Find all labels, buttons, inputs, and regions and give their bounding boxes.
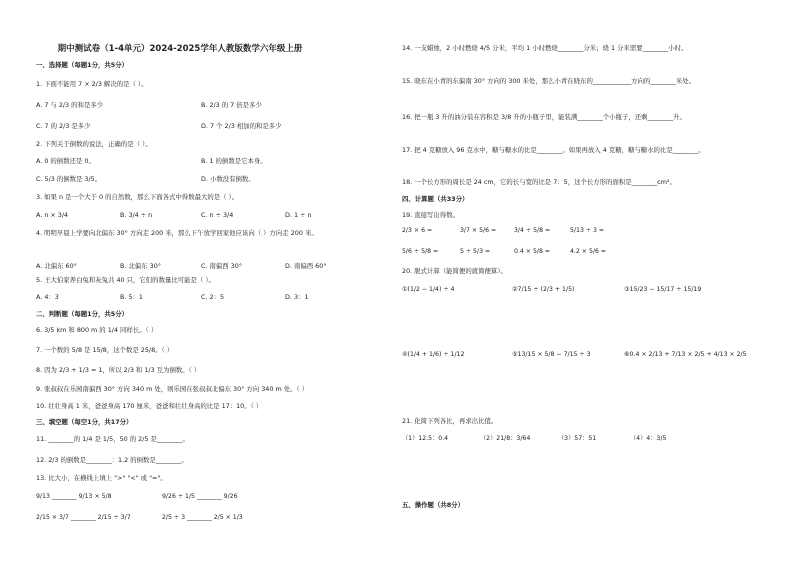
ratio-item: （4）4：3/5: [630, 435, 667, 442]
option-b: B. 3/4 ÷ n: [120, 211, 153, 219]
option-d: D. 南偏西 60°: [285, 262, 327, 270]
page-title: 期中测试卷（1-4单元）2024-2025学年人教版数学六年级上册: [57, 44, 303, 54]
question-1-options-2: [36, 122, 282, 130]
calc-item: ③15/23 − 15/17 ÷ 15/19: [624, 286, 702, 293]
calc-item: ②7/15 ÷ (2/3 + 1/5): [512, 286, 575, 293]
option-a: A. 7 与 2/3 的和是多少: [36, 101, 104, 109]
ratio-item: （2）21/8：3/64: [480, 435, 531, 442]
option-c: C. 5/3 的倒数是 3/5。: [36, 175, 102, 183]
option-d: D. 1 ÷ n: [285, 211, 312, 219]
calc-item: ①(1/2 − 1/4) ÷ 4: [402, 286, 455, 293]
ratio-row: [402, 435, 666, 443]
fill-16: 16. 把一瓶 3 升的油分装在容积是 3/8 升的小瓶子里，能装满________个小瓶子，还剩________升。: [402, 113, 686, 121]
judge-8: 8. 因为 2/3 + 1/3 = 1，所以 2/3 和 1/3 互为倒数。（ ）: [36, 366, 201, 374]
option-a: A. 北偏东 60°: [36, 262, 77, 270]
option-a: A. 4：3: [36, 293, 59, 301]
question-21: 21. 化简下列各比，再求出比值。: [402, 417, 498, 425]
option-a: A. 0 的倒数还是 0。: [36, 157, 95, 165]
compare-row-1: [36, 493, 238, 501]
fill-15: 15. 晓东在小青的东偏南 30° 方向的 300 米处，那么小青在晓东的____________方向的________米处。: [402, 77, 696, 85]
compare-item: 2/5 ÷ 3 ________ 2/5 × 1/3: [162, 514, 243, 521]
fill-14: 14. 一支蜡烛，2 小时燃烧 4/5 分米，平均 1 小时燃烧________分米；烧 1 分米需要________小时。: [402, 44, 688, 52]
section-judge-heading: 二、判断题（每题1分，共5分）: [36, 310, 128, 318]
question-2-options-2: [36, 175, 255, 183]
calc-item: 0.4 × 5/8 =: [514, 248, 551, 255]
question-5-options: [36, 293, 309, 301]
question-1: 1. 下面不能用 7 × 2/3 解决的是（ ）。: [36, 80, 148, 88]
judge-9: 9. 张叔叔在乐园南偏西 30° 方向 340 m 处，则乐园在张叔叔北偏东 30° 方向 340 m 处。（ ）: [36, 385, 309, 393]
fill-13: 13. 比大小，在横线上填上 ">" "<" 或 "="。: [36, 474, 167, 482]
option-d: D. 小数没有倒数。: [201, 175, 255, 183]
ratio-item: （3）57：51: [558, 435, 597, 442]
question-19: 19. 直接写出得数。: [402, 211, 459, 219]
section-operate-heading: 五、操作题（共8分）: [402, 501, 464, 509]
option-d: D. 7 个 2/3 相加的和是多少: [201, 122, 282, 130]
compare-row-2: [36, 514, 243, 522]
calc-item: 5 ÷ 5/3 =: [460, 248, 491, 255]
calc-item: 4.2 × 5/6 =: [570, 248, 607, 255]
calc-item: 3/4 ÷ 5/8 =: [514, 227, 551, 234]
section-calc-heading: 四、计算题（共33分）: [402, 195, 469, 203]
question-20: 20. 脱式计算（能简便的就简便算）。: [402, 267, 507, 275]
calc-item: 5/13 ÷ 3 =: [570, 227, 605, 234]
fill-18: 18. 一个长方形的周长是 24 cm，它的长与宽的比是 7：5，这个长方形的面积是________cm²。: [402, 178, 676, 186]
calc-row-19a: [402, 227, 604, 235]
section-fill-heading: 三、填空题（每空1分，共17分）: [36, 418, 133, 426]
fill-17: 17. 把 4 克糖放入 96 克水中，糖与糖水的比是________。如果再放入 4 克糖，糖与糖水的比是________。: [402, 146, 705, 154]
option-d: D. 3：1: [285, 293, 309, 301]
calc-item: ④(1/4 + 1/6) ÷ 1/12: [402, 351, 465, 358]
judge-6: 6. 3/5 km 和 800 m 的 1/4 同样长。（ ）: [36, 326, 158, 334]
calc-item: ⑥0.4 × 2/13 + 7/13 × 2/5 + 4/13 × 2/5: [624, 351, 747, 358]
option-c: C. 7 的 2/3 是多少: [36, 122, 91, 130]
option-c: C. 南偏西 30°: [201, 262, 243, 270]
calc-row-20b: [402, 351, 747, 359]
question-4-options: [36, 262, 327, 270]
section-choice-heading: 一、选择题（每题1分，共5分）: [36, 61, 128, 69]
judge-10: 10. 壮壮身高 1 米，爸爸身高 170 厘米，爸爸和壮壮身高的比是 17：10。（ ）: [36, 402, 263, 410]
fill-11: 11. ________的 1/4 是 1/5，50 的 2/5 是________。: [36, 435, 189, 443]
question-2: 2. 下列关于倒数的说法，正确的是（ ）。: [36, 140, 152, 148]
question-1-options: [36, 101, 262, 109]
question-5: 5. 王大伯家养白兔和灰兔共 40 只，它们的数量比可能是（ ）。: [36, 276, 215, 284]
compare-item: 2/15 × 3/7 ________ 2/15 ÷ 3/7: [36, 514, 131, 521]
calc-item: 2/3 × 6 =: [402, 227, 433, 234]
ratio-item: （1）12.5：0.4: [402, 435, 449, 442]
option-b: B. 2/3 的 7 倍是多少: [201, 101, 262, 109]
option-c: C. 2：5: [201, 293, 225, 301]
fill-12: 12. 2/3 的倒数是________：1.2 的倒数是________。: [36, 456, 188, 464]
calc-row-19b: [402, 248, 606, 256]
option-c: C. n ÷ 3/4: [201, 211, 234, 219]
question-3: 3. 如果 n 是一个大于 0 的自然数，那么下面各式中得数最大的是（ ）。: [36, 193, 239, 201]
calc-item: 3/7 × 5/6 =: [460, 227, 497, 234]
option-b: B. 1 的倒数是它本身。: [201, 157, 267, 165]
option-a: A. n × 3/4: [36, 211, 69, 219]
judge-7: 7. 一个数的 5/8 是 15/8，这个数是 25/8。（ ）: [36, 346, 174, 354]
calc-item: 5/6 ÷ 5/8 =: [402, 248, 439, 255]
calc-row-20a: [402, 286, 701, 294]
compare-item: 9/26 ÷ 1/5 ________ 9/26: [162, 493, 238, 500]
option-b: B. 北偏东 30°: [120, 262, 161, 270]
question-4: 4. 明明早晨上学要向北偏东 30° 方向走 200 米，那么下午放学回家他应该向（ ）方向走 200 米。: [36, 229, 318, 237]
question-3-options: [36, 211, 312, 219]
option-b: B. 5：1: [120, 293, 143, 301]
compare-item: 9/13 ________ 9/13 × 5/8: [36, 493, 112, 500]
calc-item: ⑤13/15 × 5/8 − 7/15 ÷ 3: [512, 351, 591, 358]
question-2-options: [36, 157, 267, 165]
